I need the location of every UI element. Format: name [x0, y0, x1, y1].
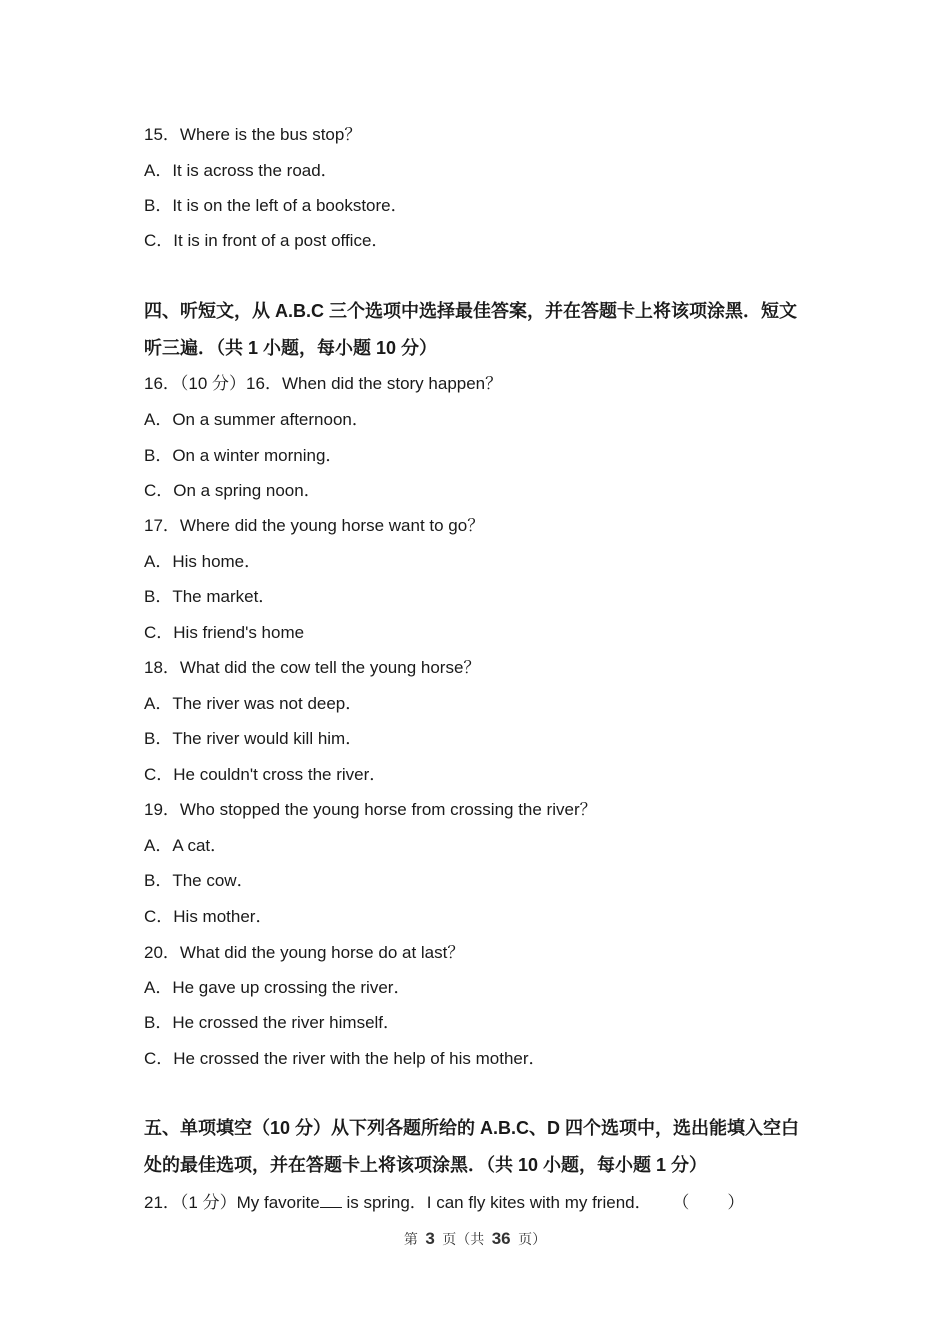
paren-open: （: [672, 1193, 690, 1212]
question-18-option-b: B．The river would kill him．: [144, 729, 363, 748]
question-20-option-c: C．He crossed the river with the help of his mother．: [144, 1049, 546, 1068]
question-19-option-a: A．A cat．: [144, 836, 228, 855]
question-18-option-a: A．The river was not deep．: [144, 694, 363, 713]
question-18-stem: 18．What did the cow tell the young horse？: [144, 658, 481, 677]
question-21-suffix: is spring．I can fly kites with my friend．: [346, 1193, 652, 1212]
question-21-prefix: 21．（1 分）My favorite: [144, 1193, 320, 1212]
footer-suffix: 页）: [518, 1232, 547, 1248]
question-19-stem: 19．Who stopped the young horse from crossing the river？: [144, 800, 597, 819]
question-16-option-b: B．On a winter morning．: [144, 446, 343, 465]
question-15-option-c: C．It is in front of a post office．: [144, 231, 389, 250]
answer-blank: [320, 1191, 342, 1208]
current-page-number: 3: [425, 1229, 435, 1248]
question-21: [144, 1191, 744, 1214]
footer-prefix: 第: [403, 1232, 418, 1248]
question-19-option-b: B．The cow．: [144, 871, 254, 890]
section-5-heading: 五、单项填空（10 分）从下列各题所给的 A.B.C、D 四个选项中，选出能填入空白处的最佳选项，并在答题卡上将该项涂黑．（共 10 小题，每小题 1 分）: [144, 1118, 800, 1175]
question-19-option-c: C．His mother．: [144, 907, 273, 926]
question-17-option-b: B．The market．: [144, 587, 276, 606]
question-16-option-c: C．On a spring noon．: [144, 481, 321, 500]
footer-middle: 页（共: [442, 1232, 485, 1248]
question-17-option-a: A．His home．: [144, 552, 262, 571]
paren-close: ）: [727, 1193, 745, 1212]
total-page-count: 36: [491, 1229, 511, 1248]
question-20-option-a: A．He gave up crossing the river．: [144, 978, 411, 997]
question-16-stem: 16．（10 分）16．When did the story happen？: [144, 374, 503, 393]
question-15-option-b: B．It is on the left of a bookstore．: [144, 196, 408, 215]
question-15-option-a: A．It is across the road．: [144, 161, 338, 180]
answer-parentheses: [672, 1192, 744, 1214]
question-17-option-c: C．His friend's home: [144, 623, 305, 642]
page-footer: [0, 1229, 950, 1249]
question-20-option-b: B．He crossed the river himself．: [144, 1013, 401, 1032]
section-4-heading: 四、听短文，从 A.B.C 三个选项中选择最佳答案，并在答题卡上将该项涂黑．短文听三遍．（共 1 小题，每小题 10 分）: [144, 301, 797, 358]
question-20-stem: 20．What did the young horse do at last？: [144, 943, 465, 962]
question-15-stem: 15．Where is the bus stop？: [144, 125, 362, 144]
question-18-option-c: C．He couldn't cross the river．: [144, 765, 387, 784]
question-16-option-a: A．On a summer afternoon．: [144, 410, 369, 429]
question-17-stem: 17．Where did the young horse want to go？: [144, 516, 485, 535]
